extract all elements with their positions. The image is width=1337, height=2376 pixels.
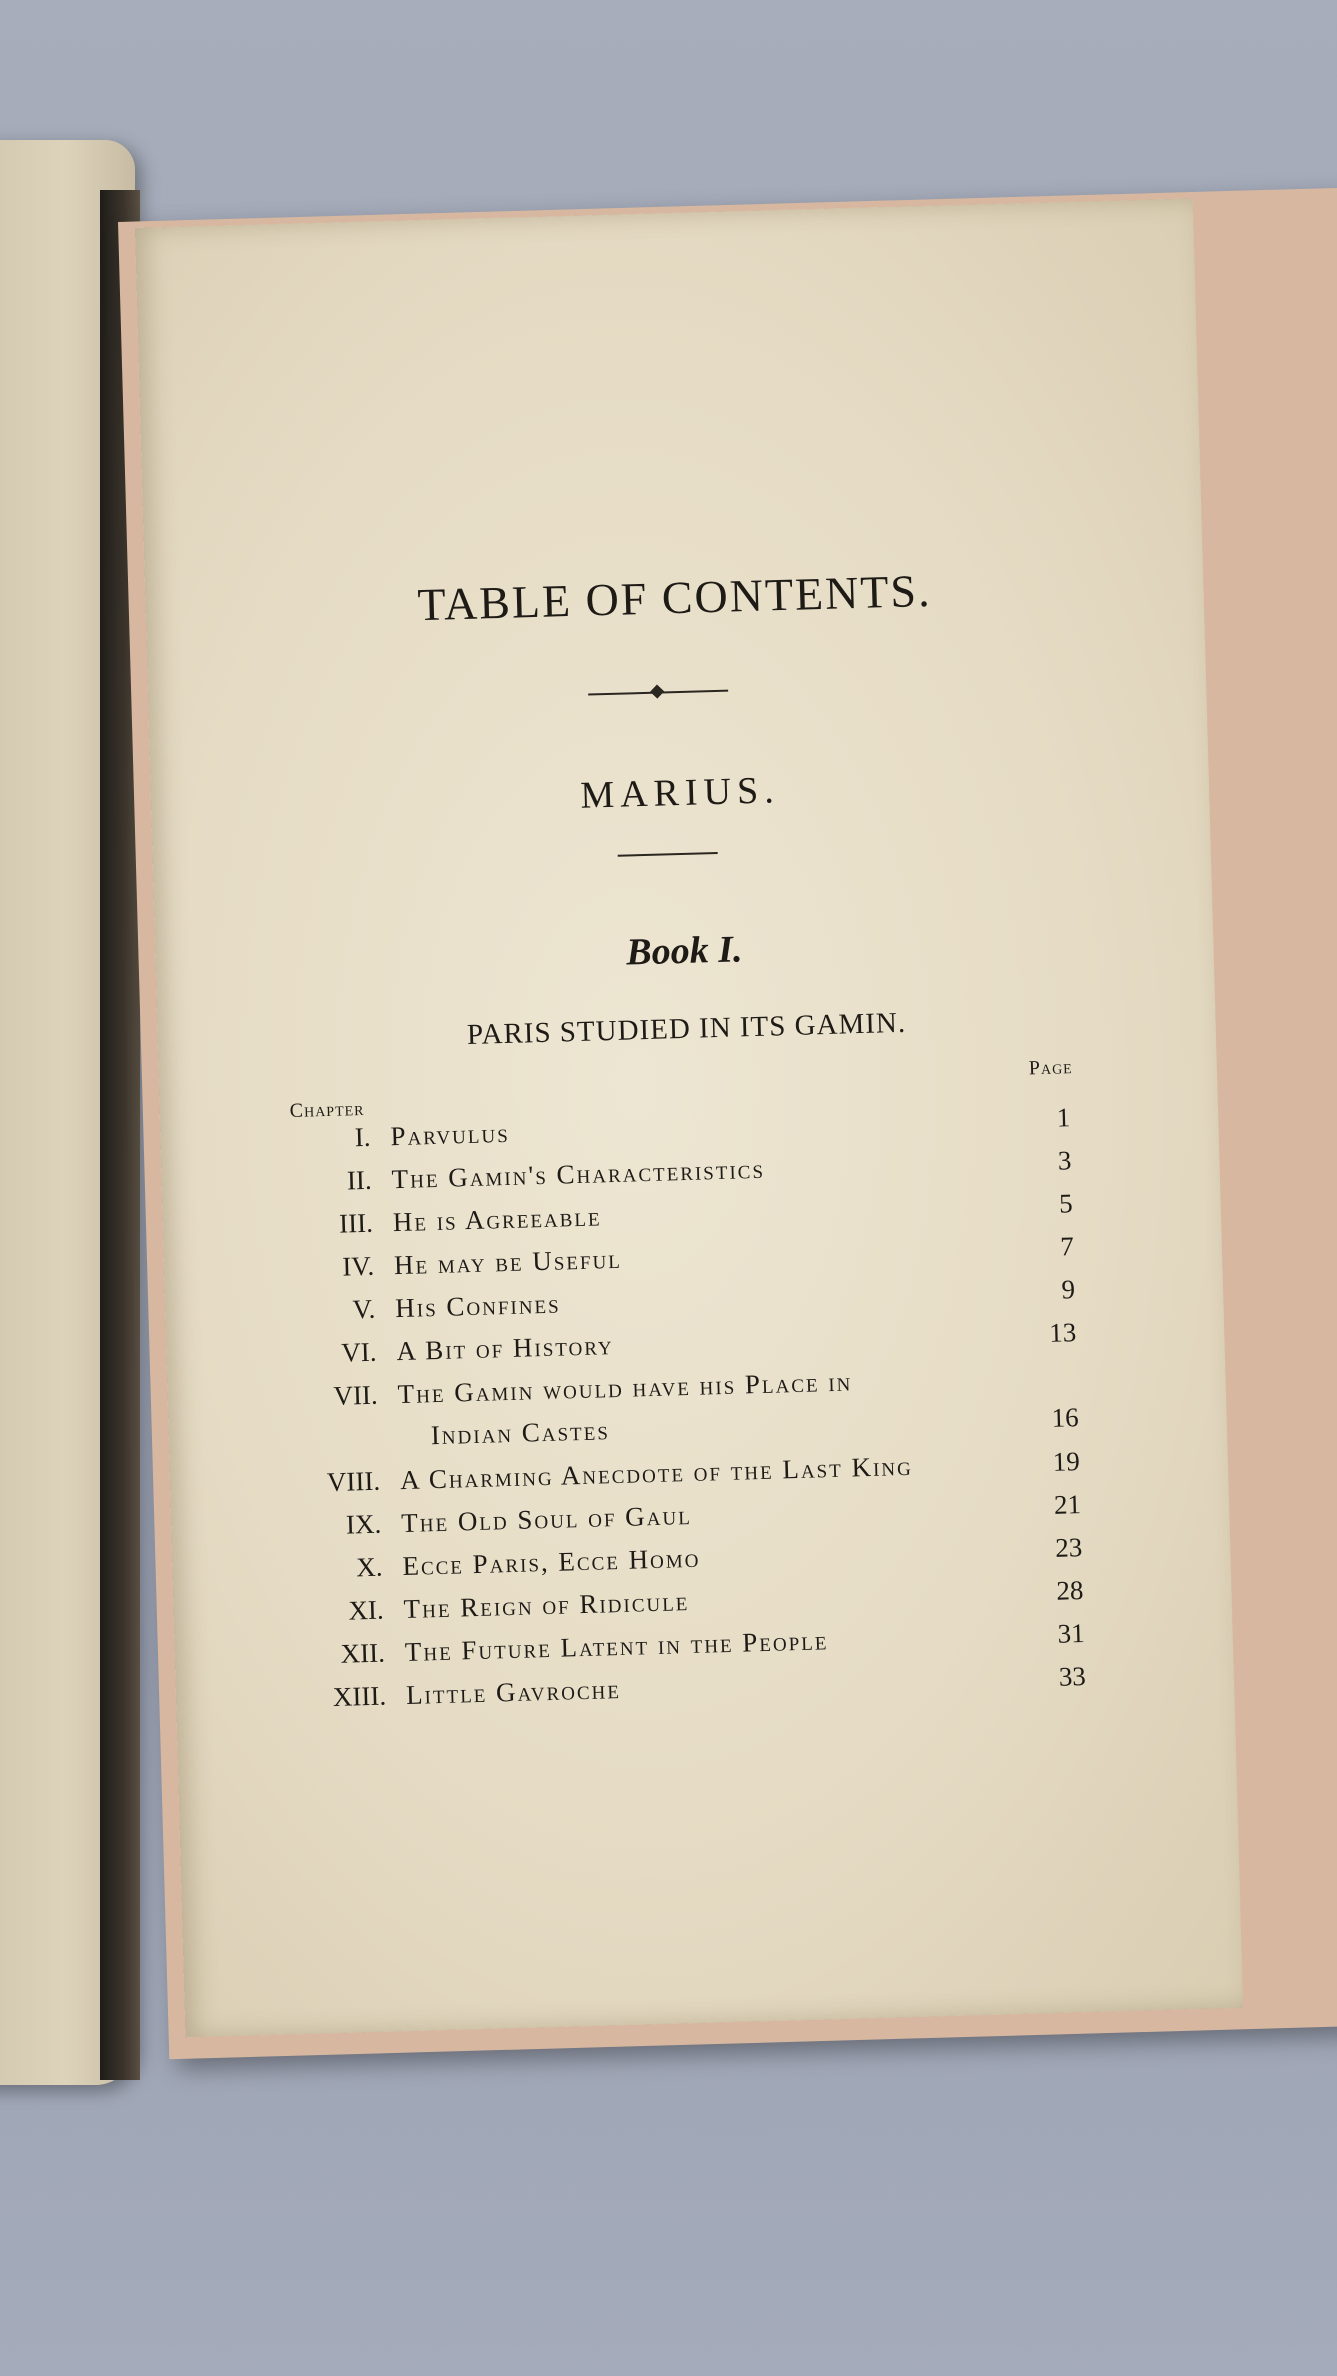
page-number: 23 (1054, 1532, 1083, 1563)
page-number: 13 (1048, 1317, 1077, 1348)
page-number: 16 (1051, 1402, 1079, 1433)
chapter-number: XIII. (332, 1680, 387, 1713)
chapter-number: VII. (333, 1379, 379, 1411)
chapter-number: I. (354, 1121, 371, 1153)
page-number: 31 (1057, 1618, 1086, 1649)
page-number: 3 (1057, 1145, 1072, 1176)
chapter-title: He is Agreeable (392, 1201, 602, 1238)
chapter-title: The Future Latent in the People (404, 1625, 829, 1668)
chapter-title: Little Gavroche (405, 1674, 622, 1710)
chapter-title: His Confines (394, 1288, 562, 1324)
chapter-title: A Bit of History (396, 1330, 615, 1367)
chapter-title: The Old Soul of Gaul (400, 1499, 693, 1539)
chapter-number: VI. (340, 1336, 377, 1368)
page-number: 9 (1061, 1274, 1076, 1305)
page-column-header: Page (1028, 1056, 1074, 1080)
chapter-number: II. (346, 1164, 373, 1196)
chapter-number: X. (355, 1551, 383, 1583)
chapter-number: VIII. (326, 1465, 381, 1498)
chapter-number: IV. (341, 1250, 375, 1282)
contents-page (135, 198, 1243, 2037)
chapter-number: XII. (340, 1637, 386, 1669)
page-number: 5 (1058, 1188, 1074, 1219)
part-title: MARIUS. (579, 769, 781, 817)
chapter-number: III. (338, 1207, 374, 1239)
chapter-column-header: Chapter (289, 1097, 365, 1123)
page-number: 28 (1055, 1575, 1084, 1606)
chapter-title: Parvulus (390, 1117, 511, 1152)
page-number: 1 (1056, 1102, 1071, 1133)
chapter-number: V. (352, 1293, 376, 1325)
page-number: 33 (1058, 1661, 1087, 1692)
chapter-title: The Gamin's Characteristics (391, 1153, 766, 1195)
chapter-title: A Charming Anecdote of the Last King (399, 1450, 914, 1496)
ornament-divider (588, 690, 728, 696)
chapter-title: The Reign of Ridicule (403, 1586, 690, 1625)
chapter-number: XI. (348, 1594, 385, 1626)
chapter-title: He may be Useful (393, 1243, 623, 1281)
chapter-title: Ecce Paris, Ecce Homo (402, 1542, 701, 1582)
book-title: Book I. (625, 928, 744, 974)
page-title: TABLE OF CONTENTS. (416, 564, 933, 631)
chapter-title-continued: Indian Castes (430, 1415, 611, 1451)
rule-divider (618, 852, 718, 857)
chapter-title: The Gamin would have his Place in (397, 1366, 853, 1410)
chapter-number: IX. (345, 1508, 382, 1540)
page-number: 19 (1052, 1446, 1081, 1477)
page-number: 21 (1053, 1489, 1082, 1520)
page-number: 7 (1059, 1231, 1075, 1262)
book-subtitle: PARIS STUDIED IN ITS GAMIN. (466, 1006, 907, 1052)
